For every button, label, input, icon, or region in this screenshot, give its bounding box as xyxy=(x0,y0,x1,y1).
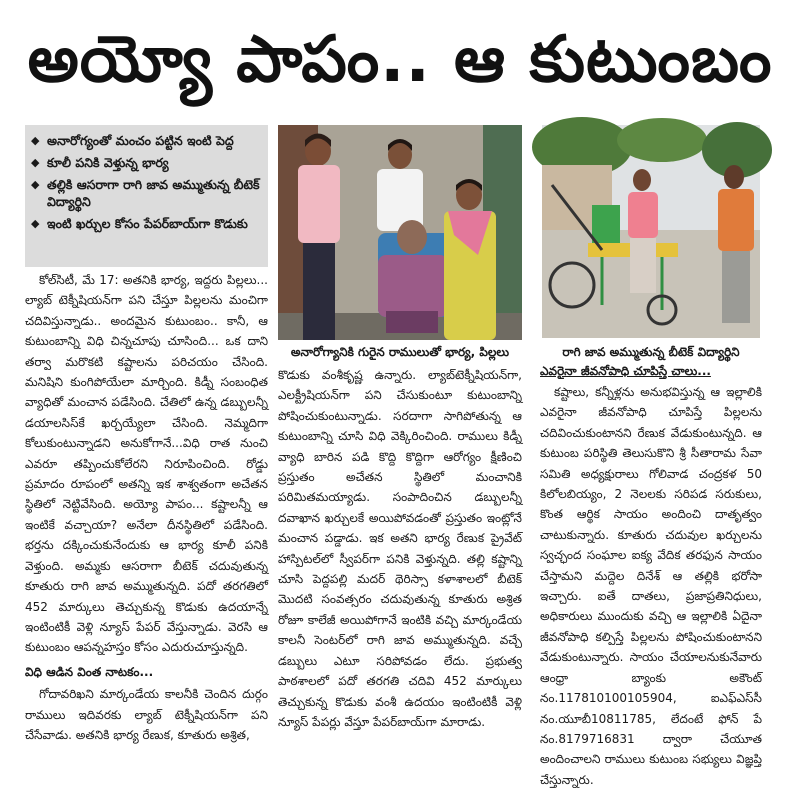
family-photo-illustration xyxy=(278,125,522,340)
article-body: గోదావరిఖని మార్కండేయ కాలనీకి చెందిన దుర్గం రాములు ఇదివరకు ల్యాబ్ టెక్నీషియన్‌గా పని చేసేవాడు. అతనికి భార్య రేణుక, కూతురు అశ్రిత, xyxy=(25,687,268,742)
article-lead: కోల్‌సిటీ, మే 17: అతనికి భార్య, ఇద్దరు పిల్లలు... ల్యాబ్ టెక్నీషియన్‌గా పని చేస్తూ పిల్లలను మంచిగా చదివిస్తున్నాడు.. అందమైన కుటుంబం.. కానీ, ఆ కుటుంబాన్ని విధి చిన్నచూపు చూసింది... ఒక దాని తర్వా మరొకటి కష్టాలను పరిచయం చేసింది. మనిషిని కుంగిపోయేలా మార్చింది. కిడ్నీ సంబంధిత వ్యాధితో మంచాన పడేసింది. చేతిలో ఉన్న డబ్బులన్నీ డయాలసిస్‌కే ఖర్చయ్యేలా చేసింది. నెమ్మదిగా కోలుకుంటున్నాడని అనుకోగానే...విధి రాత నుంచి ఎవరూ తప్పించుకోలేరని నిరూపించింది. రోడ్డు ప్రమాదం రూపంలో అతన్ని ఇక శాశ్వతంగా అచేతన స్థితిలో నెట్టివేసింది. అయ్యో పాపం... కష్టాలన్నీ ఆ ఇంటికే వచ్చాయా? అనేలా దీనస్థితిలో పడేసింది. భర్తను దక్కించుకునేందుకు ఆ భార్య కూలీ పనికి వెళ్తుంది. అమ్మకు ఆసరాగా బీటెక్ చదువుతున్న కూతురు రాగి జావ అమ్ముతున్నది. పదో తరగతిలో 452 మార్కులు తెచ్చుకున్న కొడుకు ఉదయాన్నే ఇంటింటికీ వెళ్లి న్యూస్ పేపర్ వేస్తున్నాడు. వెరసి ఆ కుటుంబం ఆపన్నహస్తం కోసం ఎదురుచూస్తున్నది. xyxy=(25,273,268,655)
article-body: కొడుకు వంశీకృష్ణ ఉన్నారు. ల్యాబ్‌టెక్నీషియన్‌గా, ఎలక్ట్రీషియన్‌గా పని చేసుకుంటూ కుటుంబాన్ని పోషించుకుంటున్నాడు. సరదాగా సాగిపోతున్న ఆ కుటుంబాన్ని చూసి విధి వెక్కిరించింది. రాములు కిడ్నీ వ్యాధి బారిన పడి కొద్ది కొద్దిగా ఆరోగ్యం క్షీణించి ప్రస్తుతం అచేతన స్థితిలో మంచానికి పరిమితమయ్యాడు. సంపాదించిన డబ్బులన్నీ దవాఖాన ఖర్చులకే అయిపోవడంతో ప్రస్తుతం ఇంట్లోనే మంచాన పడ్డాడు. ఇక అతని భార్య రేణుక ప్రైవేట్ హాస్పిటల్‌లో స్వీపర్‌గా పనికి వెళ్తున్నది. తల్లి కష్టాన్ని చూసి పెద్దపల్లి మదర్ థెరిస్సా కళాశాలలో బీటెక్ మొదటి సంవత్సరం చదువుతున్న కూతురు అశ్రిత రోజూ కాలేజీ అయిపోగానే ఇంటికి వచ్చి మార్కండేయ కాలనీ సెంటర్‌లో రాగి జావ అమ్ముతున్నది. వచ్చే డబ్బులు ఎటూ సరిపోవడం లేదు. ప్రభుత్వ పాఠశాలలో పదో తరగతి చదివి 452 మార్కులు తెచ్చుకున్న కొడుకు వంశీ ఉదయం ఇంటింటికీ వెళ్లి న్యూస్ పేపర్లు వేస్తూ పేపర్‌బాయ్‌గా మారాడు. xyxy=(278,368,522,729)
article-column-3 xyxy=(540,382,762,787)
article-column-2 xyxy=(278,365,522,729)
vendor-photo xyxy=(542,125,760,338)
diamond-bullet-icon: ◆ xyxy=(31,156,40,169)
family-photo xyxy=(278,125,522,340)
highlight-text: తల్లికి ఆసరాగా రాగి జావ అమ్ముతున్న బీటెక్ విద్యార్థిని xyxy=(47,177,260,209)
section-subhead: ఎవరైనా జీవనోపాధి చూపిస్తే చాలు... xyxy=(540,364,711,378)
diamond-bullet-icon: ◆ xyxy=(31,134,40,147)
highlight-text: కూలీ పనికి వెళ్తున్న భార్య xyxy=(47,155,169,170)
highlight-text: అనారోగ్యంతో మంచం పట్టిన ఇంటి పెద్ద xyxy=(47,133,234,148)
headline: అయ్యో పాపం.. ఆ కుటుంబం xyxy=(27,23,773,97)
highlight-item xyxy=(31,132,260,149)
vendor-photo-illustration xyxy=(542,125,760,338)
diamond-bullet-icon: ◆ xyxy=(31,217,40,230)
highlight-item xyxy=(31,176,260,210)
highlights-box xyxy=(25,125,268,267)
article-column-1 xyxy=(25,270,268,742)
photo-caption: అనారోగ్యానికి గురైన రాములుతో భార్య, పిల్లలు xyxy=(290,345,510,359)
diamond-bullet-icon: ◆ xyxy=(31,178,40,191)
article-body: కష్టాలు, కన్నీళ్లను అనుభవిస్తున్న ఆ ఇల్లాలికి ఎవరైనా జీవనోపాధి చూపిస్తే పిల్లలను చదివించుకుంటానని రేణుక వేడుకుంటున్నది. ఆ కుటుంబ పరిస్థితి తెలుసుకొని శ్రీ సీతారామ సేవా సమితి అధ్యక్షురాలు గోలివాడ చంద్రకళ 50 కిలోలబియ్యం, 2 నెలలకు సరిపడ సరుకులు, కొంత ఆర్థిక సాయం అందించి దాతృత్వం చాటుకున్నారు. కూతురు చదువుల ఖర్చులను స్వచ్ఛంద సంఘాల ఐక్య వేదిక తరఫున సాయం చేస్తామని మద్దెల దినేశ్ ఆ తల్లికి భరోసా ఇచ్చారు. ఐతే దాతలు, ప్రజాప్రతినిధులు, అధికారులు ముందుకు వచ్చి ఆ ఇల్లాలికి ఏదైనా జీవనోపాధి కల్పిస్తే పిల్లలను పోషించుకుంటానని వేడుకుంటున్నారు. సాయం చేయాలనుకునేవారు ఆంధ్రా బ్యాంకు అకౌంట్ నం.117810100105904, ఐఎఫ్‌ఎస్‌సీ నం.యూబీ10811785, లేదంటే ఫోన్ పే నం.8179716831 ద్వారా చేయూత అందించాలని రాములు కుటుంబ సభ్యులు విజ్ఞప్తి చేస్తున్నారు. xyxy=(540,385,762,787)
section-subhead: విధి ఆడిన వింత నాటకం... xyxy=(25,664,154,679)
highlight-item xyxy=(31,154,260,171)
highlight-text: ఇంటి ఖర్చుల కోసం పేపర్‌బాయ్‌గా కొడుకు xyxy=(47,216,248,231)
highlight-item xyxy=(31,215,260,232)
photo-caption: రాగి జావ అమ్ముతున్న బీటెక్ విద్యార్థిని xyxy=(562,345,740,359)
